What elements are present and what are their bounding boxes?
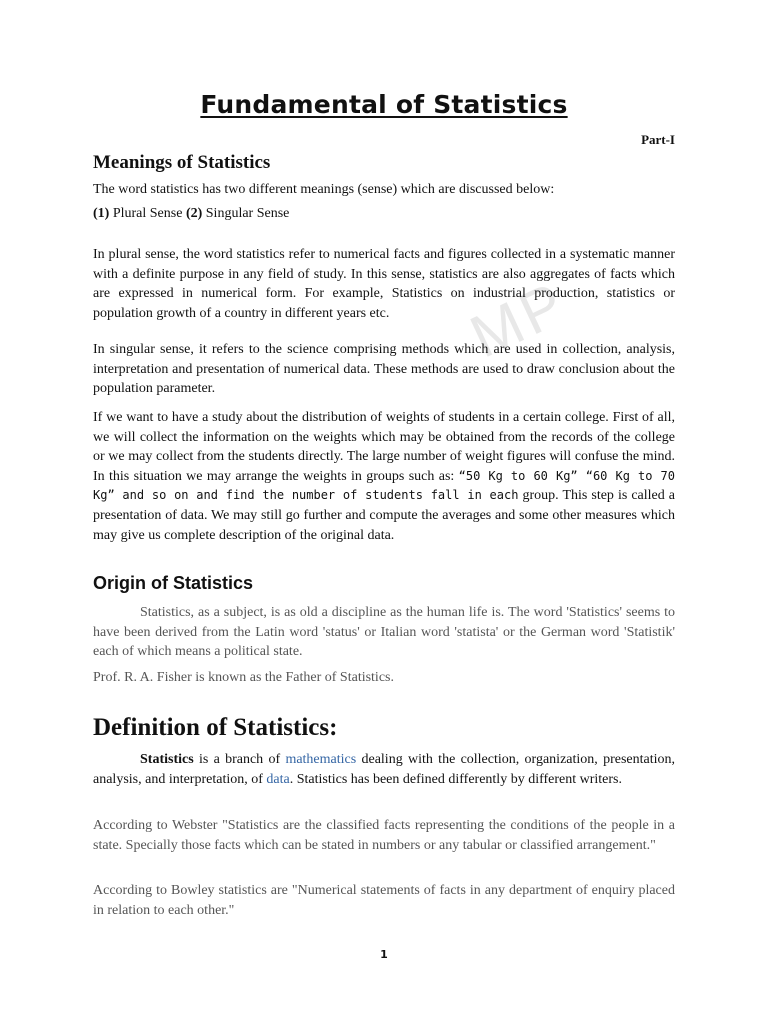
senses-line	[93, 204, 675, 224]
definition-text-1: is a branch of	[193, 752, 286, 767]
webster-definition: According to Webster "Statistics are the classified facts representing the conditions of the people in a state. Specially those facts which can be stated in numbers or any tabular or classified arrangement."	[93, 818, 675, 853]
origin-paragraph: Statistics, as a subject, is as old a discipline as the human life is. The word 'Statistics' seems to have been derived from the Latin word 'status' or Italian word 'statista' or the German word 'Statistik' each of which means a political state.	[93, 605, 675, 660]
example-text-end: group. This step is called a presentation of data. We may still go further and compute the averages and some other measures which may give us complete description of the original data.	[93, 488, 676, 543]
definition-heading: Definition of Statistics:	[93, 714, 338, 741]
sense-number-2: (2)	[185, 206, 203, 221]
weights-example-paragraph	[93, 408, 675, 545]
definition-text-3: . Statistics has been defined differently by different writers.	[289, 771, 623, 787]
watermark: MP	[460, 268, 578, 371]
origin-heading: Origin of Statistics	[93, 573, 254, 593]
statistics-bold-word: Statistics	[140, 752, 194, 767]
plural-sense-paragraph: In plural sense, the word statistics refer to numerical facts and figures collected in a systematic manner with a definite purpose in any field of study. In this sense, statistics are also aggregates of facts which are expressed in numerical form. For example, Statistics on industrial production, statistics or population growth of a country in different years etc.	[93, 247, 675, 321]
definition-paragraph	[93, 750, 675, 789]
data-link[interactable]: data	[266, 771, 290, 787]
singular-sense-label: Singular Sense	[202, 206, 290, 221]
fisher-paragraph: Prof. R. A. Fisher is known as the Father of Statistics.	[93, 670, 394, 685]
mathematics-link[interactable]: mathematics	[285, 752, 357, 767]
plural-sense-label: Plural Sense	[109, 206, 186, 221]
part-label: Part-I	[641, 132, 675, 147]
sense-number-1: (1)	[93, 206, 110, 221]
example-text-start: If we want to have a study about the distribution of weights of students in a certain college. First of all, we will collect the information on the weights which may be obtained from the records of the college or we may collect from the students directly. The large number of weight figures will confuse the mind. In this situation we may arrange the weights in groups such as:	[93, 410, 675, 484]
example-weight-groups: “50 Kg to 60 Kg” “60 Kg to 70 Kg” and so on and find the number of students fall in each	[93, 468, 675, 503]
meanings-intro: The word statistics has two different meanings (sense) which are discussed below:	[93, 182, 555, 197]
meanings-heading: Meanings of Statistics	[93, 152, 271, 173]
singular-sense-paragraph: In singular sense, it refers to the science comprising methods which are used in collection, analysis, interpretation and presentation of numerical data. These methods are used to draw conclusion about the population parameter.	[93, 342, 675, 397]
page-number: 1	[380, 948, 388, 961]
document-title: Fundamental of Statistics	[200, 90, 568, 119]
definition-text-2: dealing with the collection, organization, presentation, analysis, and interpretation, of	[93, 752, 675, 787]
bowley-definition: According to Bowley statistics are "Numerical statements of facts in any department of enquiry placed in relation to each other."	[93, 883, 675, 918]
